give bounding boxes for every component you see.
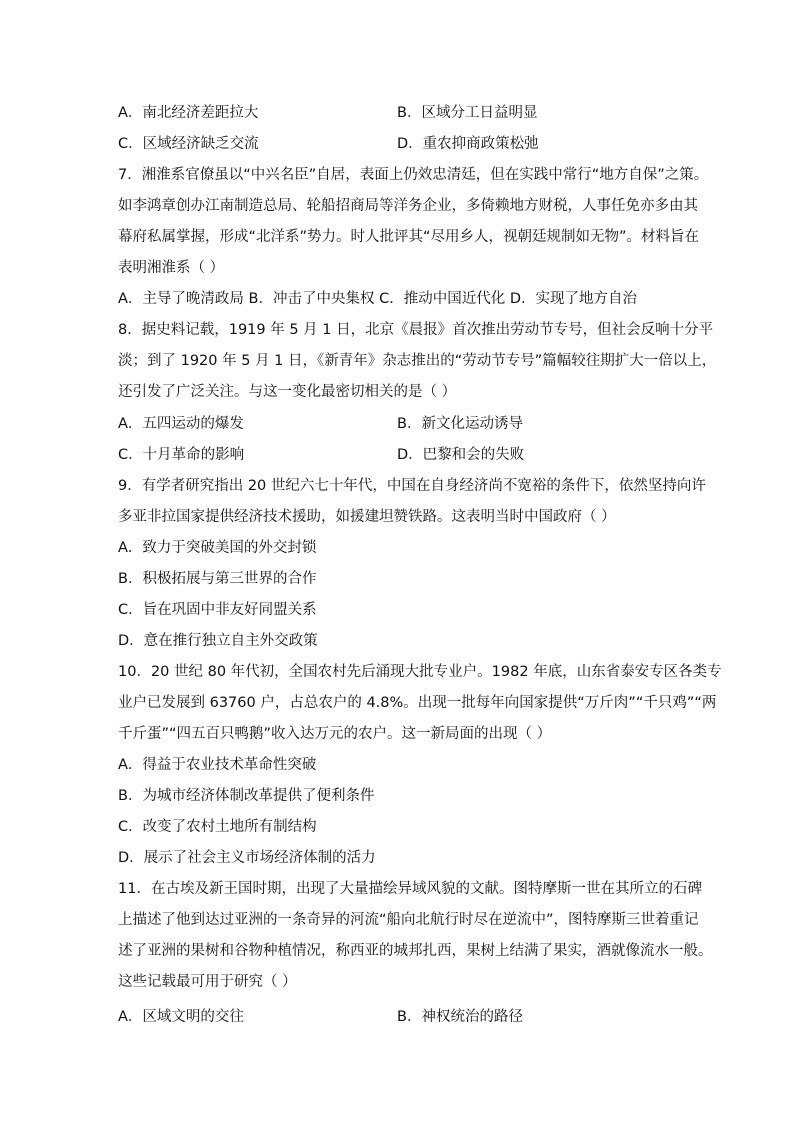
q11-stem-line-3: 述了亚洲的果树和谷物种植情况，称西亚的城邦扎西，果树上结满了果实，酒就像流水一般。	[118, 943, 713, 959]
q9-stem-line-2: 多亚非拉国家提供经济技术援助，如援建坦赞铁路。这表明当时中国政府（ ）	[118, 509, 616, 525]
q10-option-c: C．改变了农村土地所有制结构	[118, 819, 317, 835]
q6-option-d: D．重农抑商政策松弛	[397, 136, 539, 152]
q7-stem-line-3: 幕府私属掌握，形成“北洋系”势力。时人批评其“尽用乡人，视朝廷规制如无物”。材料旨在	[118, 229, 700, 245]
q8-option-a: A．五四运动的爆发	[118, 416, 244, 432]
q8-option-d: D．巴黎和会的失败	[397, 447, 525, 463]
q6-option-a: A．南北经济差距拉大	[118, 105, 259, 121]
q9-option-d: D．意在推行独立自主外交政策	[118, 633, 318, 649]
q8-option-b: B．新文化运动诱导	[397, 416, 523, 432]
q11-stem-line-2: 上描述了他到达过亚洲的一条奇异的河流“船向北航行时尽在逆流中”，图特摩斯三世着重记	[118, 912, 699, 928]
q7-stem-line-4: 表明湘淮系（ ）	[118, 260, 225, 276]
q9-option-a: A．致力于突破美国的外交封锁	[118, 540, 317, 556]
q7-options: A．主导了晚清政局 B．冲击了中央集权 C．推动中国近代化 D．实现了地方自治	[118, 291, 637, 307]
q8-stem-line-2: 淡；到了 1920 年 5 月 1 日，《新青年》杂志推出的“劳动节专号”篇幅较往期扩大一倍以上，	[118, 353, 717, 369]
q11-option-b: B．神权统治的路径	[397, 1009, 523, 1025]
q11-stem-line-1: 11．在古埃及新王国时期，出现了大量描绘异域风貌的文献。图特摩斯一世在其所立的石碑	[118, 881, 702, 897]
q7-stem-line-1: 7．湘淮系官僚虽以“中兴名臣”自居，表面上仍效忠清廷，但在实践中常行“地方自保”之策。	[118, 167, 709, 183]
q9-stem-line-1: 9．有学者研究指出 20 世纪六七十年代，中国在自身经济尚不宽裕的条件下，依然坚持向许	[118, 478, 706, 494]
q6-option-b: B．区域分工日益明显	[397, 105, 538, 121]
q8-option-c: C．十月革命的影响	[118, 447, 245, 463]
q10-stem-line-3: 千斤蛋”“四五百只鸭鹅”收入达万元的农户。这一新局面的出现（ ）	[118, 726, 552, 742]
q11-option-a: A．区域文明的交往	[118, 1009, 244, 1025]
q9-option-c: C．旨在巩固中非友好同盟关系	[118, 602, 317, 618]
q10-option-b: B．为城市经济体制改革提供了便利条件	[118, 788, 375, 804]
q6-option-c: C．区域经济缺乏交流	[118, 136, 259, 152]
q10-stem-line-2: 业户已发展到 63760 户，占总农户的 4.8%。出现一批每年向国家提供“万斤肉”“千只鸡”“两	[118, 695, 717, 711]
q9-option-b: B．积极拓展与第三世界的合作	[118, 571, 317, 587]
q10-stem-line-1: 10．20 世纪 80 年代初，全国农村先后涌现大批专业户。1982 年底，山东省泰安专区各类专	[118, 664, 722, 680]
q7-stem-line-2: 如李鸿章创办江南制造总局、轮船招商局等洋务企业，多倚赖地方财税，人事任免亦多由其	[118, 198, 698, 214]
q8-stem-line-3: 还引发了广泛关注。与这一变化最密切相关的是（ ）	[118, 384, 457, 400]
q10-option-d: D．展示了社会主义市场经济体制的活力	[118, 850, 376, 866]
q10-option-a: A．得益于农业技术革命性突破	[118, 757, 317, 773]
q11-stem-line-4: 这些记载最可用于研究（ ）	[118, 974, 297, 990]
q8-stem-line-1: 8．据史料记载，1919 年 5 月 1 日，北京《晨报》首次推出劳动节专号，但社会反响十分平	[118, 322, 714, 338]
